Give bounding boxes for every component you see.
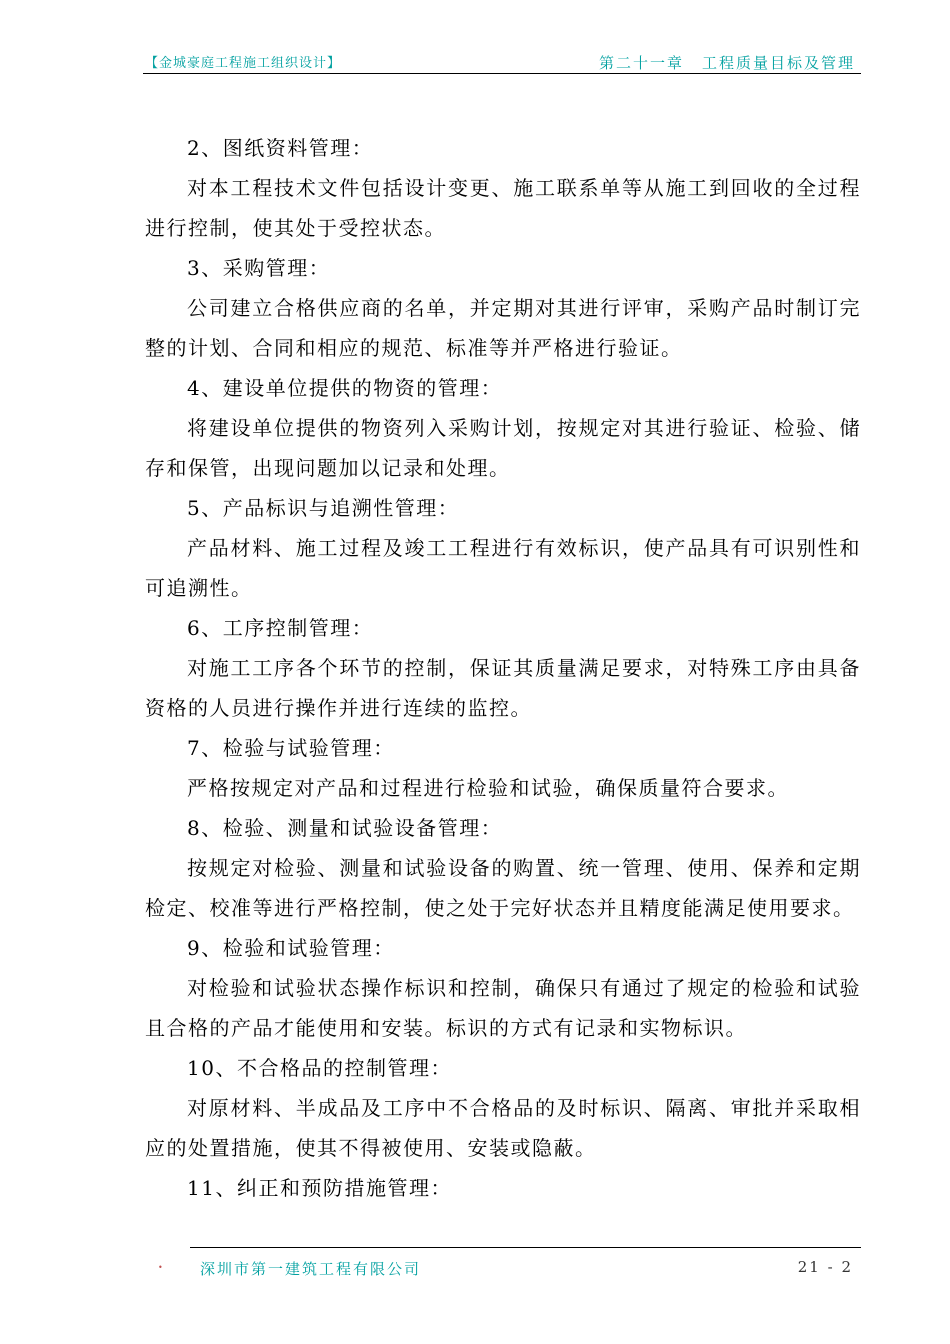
section-heading: 6、工序控制管理： <box>187 616 374 640</box>
document-body <box>145 128 861 1208</box>
footer-divider <box>190 1247 861 1248</box>
section-heading: 3、采购管理： <box>187 256 331 280</box>
header-chapter <box>599 52 855 73</box>
header-document-title: 【金城豪庭工程施工组织设计】 <box>145 56 342 71</box>
footer-bullet-icon: • <box>158 1263 163 1272</box>
section-paragraph: 公司建立合格供应商的名单，并定期对其进行评审，采购产品时制订完整的计划、合同和相应的规范、标准等并严格进行验证。 <box>145 296 861 360</box>
chapter-number: 第二十一章 <box>598 54 684 72</box>
chapter-title: 工程质量目标及管理 <box>701 54 855 72</box>
section-paragraph: 对本工程技术文件包括设计变更、施工联系单等从施工到回收的全过程进行控制，使其处于受控状态。 <box>145 176 861 240</box>
section-heading: 9、检验和试验管理： <box>187 936 395 960</box>
section-paragraph: 产品材料、施工过程及竣工工程进行有效标识，使产品具有可识别性和可追溯性。 <box>145 536 861 600</box>
footer-company-name: 深圳市第一建筑工程有限公司 <box>200 1260 422 1278</box>
section-paragraph: 严格按规定对产品和过程进行检验和试验，确保质量符合要求。 <box>187 776 789 800</box>
header-divider <box>143 73 861 74</box>
section-paragraph: 对施工工序各个环节的控制，保证其质量满足要求，对特殊工序由具备资格的人员进行操作并进行连续的监控。 <box>145 656 861 720</box>
section-heading: 11、纠正和预防措施管理： <box>187 1176 452 1200</box>
section-heading: 8、检验、测量和试验设备管理： <box>187 816 503 840</box>
section-paragraph: 将建设单位提供的物资列入采购计划，按规定对其进行验证、检验、储存和保管，出现问题加以记录和处理。 <box>145 416 861 480</box>
section-heading: 7、检验与试验管理： <box>187 736 395 760</box>
section-heading: 4、建设单位提供的物资的管理： <box>187 376 503 400</box>
section-paragraph: 对原材料、半成品及工序中不合格品的及时标识、隔离、审批并采取相应的处置措施，使其不得被使用、安装或隐蔽。 <box>145 1096 861 1160</box>
section-heading: 10、不合格品的控制管理： <box>187 1056 452 1080</box>
section-paragraph: 按规定对检验、测量和试验设备的购置、统一管理、使用、保养和定期检定、校准等进行严格控制，使之处于完好状态并且精度能满足使用要求。 <box>145 856 861 920</box>
page-number: 21 - 2 <box>797 1258 853 1276</box>
section-heading: 5、产品标识与追溯性管理： <box>187 496 460 520</box>
section-heading: 2、图纸资料管理： <box>187 136 374 160</box>
section-paragraph: 对检验和试验状态操作标识和控制，确保只有通过了规定的检验和试验且合格的产品才能使用和安装。标识的方式有记录和实物标识。 <box>145 976 861 1040</box>
